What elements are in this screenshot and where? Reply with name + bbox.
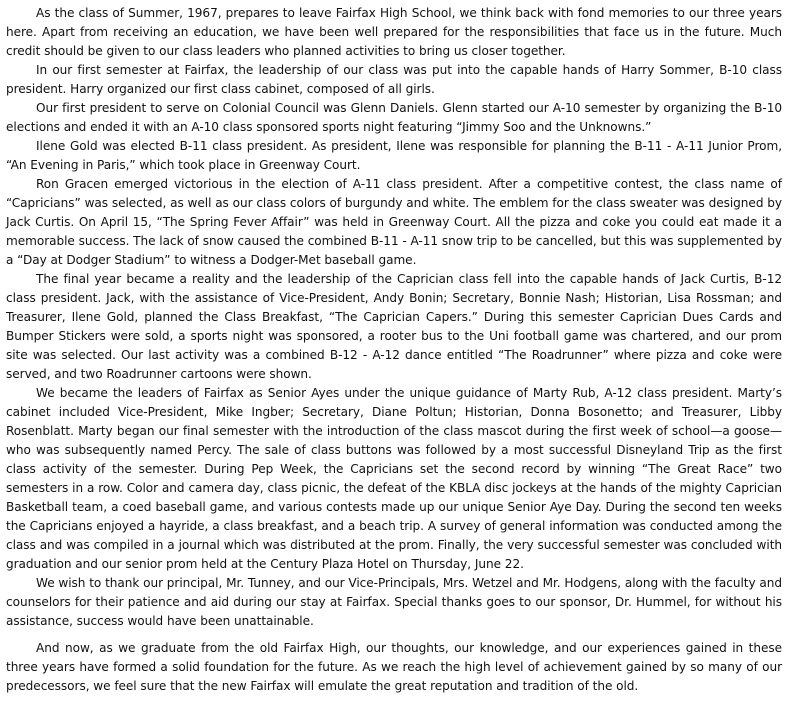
paragraph-a10-semester: Our first president to serve on Colonial Council was Glenn Daniels. Glenn started our A-10 semester by organizing the B-10 elections and ended it with an A-10 class sponsored sports night featuring “Jimmy Soo and the Unknowns.” <box>6 101 782 134</box>
paragraph-b10-semester: In our first semester at Fairfax, the leadership of our class was put into the capable hands of Harry Sommer, B-10 class president. Harry organized our first class cabinet, composed of all girls. <box>6 63 782 96</box>
paragraph-b11-semester: Ilene Gold was elected B-11 class president. As president, Ilene was responsible for planning the B-11 - A-11 Junior Prom, “An Evening in Paris,” which took place in Greenway Court. <box>6 139 782 172</box>
paragraph-a12-semester: We became the leaders of Fairfax as Senior Ayes under the unique guidance of Marty Rub, A-12 class president. Marty’s cabinet included Vice-President, Mike Ingber; Secretary, Diane Poltun; Historian, Donna Bosonetto; and Treasurer, Libby Rosenblatt. Marty began our final semester with the introduction of the class mascot during the first week of school—a goose—who was subsequently named Percy. The sale of class buttons was followed by a most successful Disneyland Trip as the first class activity of the semester. During Pep Week, the Capricians set the second record by winning “The Great Race” two semesters in a row. Color and camera day, class picnic, the defeat of the KBLA disc jockeys at the hands of the mighty Caprician Basketball team, a coed baseball game, and various contests made up our unique Senior Aye Day. During the second ten weeks the Capricians enjoyed a hayride, a class breakfast, and a beach trip. A survey of general information was conducted among the class and was compiled in a journal which was distributed at the prom. Finally, the very successful semester was concluded with graduation and our senior prom held at the Century Plaza Hotel on Thursday, June 22. <box>6 386 782 571</box>
document-page <box>6 4 782 696</box>
paragraph-closing: And now, as we graduate from the old Fairfax High, our thoughts, our knowledge, and our experiences gained in these three years have formed a solid foundation for the future. As we reach the high level of achievement gained by so many of our predecessors, we feel sure that the new Fairfax will emulate the great reputation and tradition of the old. <box>6 641 782 693</box>
paragraph-b12-semester: The final year became a reality and the leadership of the Caprician class fell into the capable hands of Jack Curtis, B-12 class president. Jack, with the assistance of Vice-President, Andy Bonin; Secretary, Bonnie Nash; Historian, Lisa Rossman; and Treasurer, Ilene Gold, planned the Class Breakfast, “The Caprician Capers.” During this semester Caprician Dues Cards and Bumper Stickers were sold, a sports night was sponsored, a rooter bus to the Uni football game was chartered, and our prom site was selected. Our last activity was a combined B-12 - A-12 dance entitled “The Roadrunner” where pizza and coke were served, and two Roadrunner cartoons were shown. <box>6 272 782 381</box>
paragraph-intro: As the class of Summer, 1967, prepares to leave Fairfax High School, we think back with fond memories to our three years here. Apart from receiving an education, we have been well prepared for the responsibilities that face us in the future. Much credit should be given to our class leaders who planned activities to bring us closer together. <box>6 6 782 58</box>
paragraph-thanks: We wish to thank our principal, Mr. Tunney, and our Vice-Principals, Mrs. Wetzel and Mr. Hodgens, along with the faculty and counselors for their patience and aid during our stay at Fairfax. Special thanks goes to our sponsor, Dr. Hummel, for without his assistance, success would have been unattainable. <box>6 576 782 628</box>
paragraph-a11-semester: Ron Gracen emerged victorious in the election of A-11 class president. After a competitive contest, the class name of “Capricians” was selected, as well as our class colors of burgundy and white. The emblem for the class sweater was designed by Jack Curtis. On April 15, “The Spring Fever Affair” was held in Greenway Court. All the pizza and coke you could eat made it a memorable success. The lack of snow caused the combined B-11 - A-11 snow trip to be cancelled, but this was supplemented by a “Day at Dodger Stadium” to witness a Dodger-Met baseball game. <box>6 177 782 267</box>
